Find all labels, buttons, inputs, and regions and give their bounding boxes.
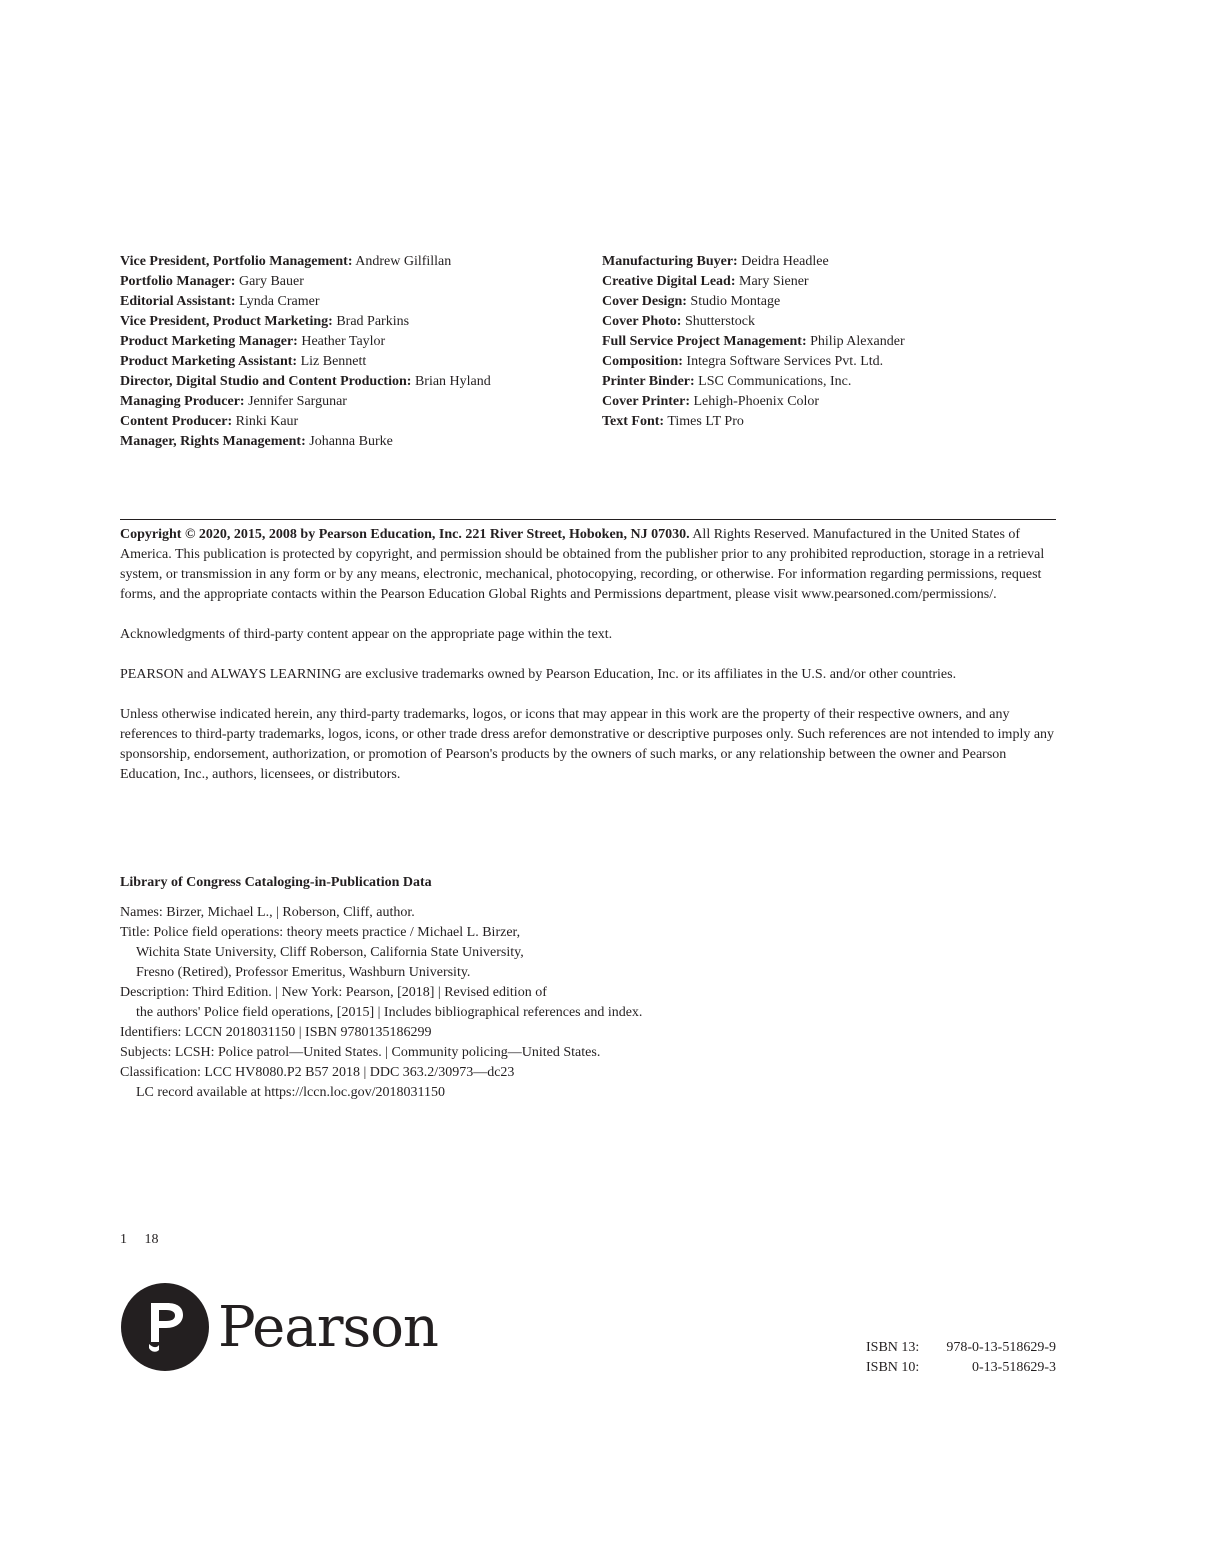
credit-line <box>120 392 491 412</box>
credit-role: Full Service Project Management: <box>602 334 807 349</box>
credit-line <box>120 412 491 432</box>
credit-name: Andrew Gilfillan <box>355 254 452 269</box>
credit-name: Johanna Burke <box>309 434 393 449</box>
credit-name: Deidra Headlee <box>741 254 829 269</box>
isbn-block <box>866 1338 1056 1378</box>
credit-name: Rinki Kaur <box>235 414 299 429</box>
cip-line: Fresno (Retired), Professor Emeritus, Washburn University. <box>136 965 471 980</box>
credit-role: Director, Digital Studio and Content Production: <box>120 374 412 389</box>
credit-name: Philip Alexander <box>810 334 905 349</box>
credit-line <box>120 352 491 372</box>
credit-role: Printer Binder: <box>602 374 695 389</box>
credit-role: Product Marketing Manager: <box>120 334 298 349</box>
credit-role: Content Producer: <box>120 414 233 429</box>
isbn-label: ISBN 13: <box>866 1340 920 1355</box>
credits-left-column <box>120 252 491 452</box>
credits-right-column <box>602 252 905 432</box>
credit-role: Vice President, Product Marketing: <box>120 314 333 329</box>
credit-name: Mary Siener <box>739 274 809 289</box>
credit-name: Integra Software Services Pvt. Ltd. <box>686 354 884 369</box>
credit-role: Editorial Assistant: <box>120 294 236 309</box>
credit-line <box>120 312 491 332</box>
credit-role: Text Font: <box>602 414 665 429</box>
section-divider <box>120 519 1056 520</box>
credit-line <box>120 432 491 452</box>
copyright-paragraph <box>120 525 1056 605</box>
credit-name: Times LT Pro <box>667 414 744 429</box>
credit-line <box>602 252 905 272</box>
cip-line: Description: Third Edition. | New York: Pearson, [2018] | Revised edition of <box>120 985 547 1000</box>
cip-line: Subjects: LCSH: Police patrol—United States. | Community policing—United States. <box>120 1045 601 1060</box>
credit-line <box>120 292 491 312</box>
credit-role: Cover Printer: <box>602 394 690 409</box>
credit-line <box>602 332 905 352</box>
credit-name: Brian Hyland <box>414 374 491 389</box>
credit-name: Brad Parkins <box>336 314 410 329</box>
copyright-body: All Rights Reserved. Manufactured in the United States of America. This publication is protected by copyright, and permission should be obtained from the publisher prior to any prohibited reproduction, storage in a retrieval system, or transmission in any form or by any means, electronic, mechanical, photocopying, recording, or otherwise. For information regarding permissions, request forms, and the appropriate contacts within the Pearson Education Global Rights and Permissions department, please visit www.pearsoned.com/permissions/. <box>120 527 1045 602</box>
cip-lines <box>120 903 642 1103</box>
credit-name: Jennifer Sargunar <box>248 394 347 409</box>
credit-role: Vice President, Portfolio Management: <box>120 254 353 269</box>
credit-line <box>602 272 905 292</box>
credit-role: Product Marketing Assistant: <box>120 354 298 369</box>
acknowledgments-paragraph: Acknowledgments of third-party content appear on the appropriate page within the text. <box>120 627 613 642</box>
credit-role: Composition: <box>602 354 683 369</box>
credit-name: Liz Bennett <box>300 354 367 369</box>
cip-line: Names: Birzer, Michael L., | Roberson, Cliff, author. <box>120 905 415 920</box>
isbn-10-row <box>866 1358 1056 1378</box>
cip-line: Wichita State University, Cliff Roberson, California State University, <box>136 945 524 960</box>
credit-line <box>120 372 491 392</box>
credit-role: Creative Digital Lead: <box>602 274 736 289</box>
cip-line: Identifiers: LCCN 2018031150 | ISBN 9780135186299 <box>120 1025 432 1040</box>
third-party-paragraph: Unless otherwise indicated herein, any third-party trademarks, logos, or icons that may appear in this work are the property of their respective owners, and any references to third-party trademarks, logos, icons, or other trade dress arefor demonstrative or descriptive purposes only. Such references are not intended to imply any sponsorship, endorsement, authorization, or promotion of Pearson's products by the owners of such marks, or any relationship between the owner and Pearson Education, Inc., authors, licensees, or distributors. <box>120 707 1055 782</box>
cip-line: LC record available at https://lccn.loc.gov/2018031150 <box>136 1085 445 1100</box>
credit-line <box>120 332 491 352</box>
isbn-13-row <box>866 1338 1056 1358</box>
trademarks-paragraph: PEARSON and ALWAYS LEARNING are exclusive trademarks owned by Pearson Education, Inc. or its affiliates in the U.S. and/or other countries. <box>120 667 957 682</box>
credit-role: Managing Producer: <box>120 394 245 409</box>
credit-name: LSC Communications, Inc. <box>698 374 852 389</box>
isbn-value: 0-13-518629-3 <box>972 1360 1056 1375</box>
credit-name: Lynda Cramer <box>239 294 320 309</box>
cip-line: Title: Police field operations: theory meets practice / Michael L. Birzer, <box>120 925 521 940</box>
credit-role: Manager, Rights Management: <box>120 434 306 449</box>
credit-name: Lehigh-Phoenix Color <box>693 394 820 409</box>
cip-line: the authors' Police field operations, [2015] | Includes bibliographical references and index. <box>136 1005 643 1020</box>
cip-line: Classification: LCC HV8080.P2 B57 2018 | DDC 363.2/30973—dc23 <box>120 1065 515 1080</box>
credit-line <box>602 292 905 312</box>
credit-line <box>602 312 905 332</box>
pearson-logo-mark-icon <box>120 1282 210 1372</box>
pearson-logo <box>120 1280 438 1374</box>
credit-role: Cover Design: <box>602 294 687 309</box>
credit-name: Studio Montage <box>690 294 781 309</box>
credit-line <box>602 392 905 412</box>
credit-line <box>602 372 905 392</box>
credit-name: Gary Bauer <box>238 274 304 289</box>
credit-line <box>602 352 905 372</box>
credit-role: Cover Photo: <box>602 314 682 329</box>
cip-block <box>120 873 642 1103</box>
pearson-wordmark: Pearson <box>218 1294 438 1360</box>
cip-heading: Library of Congress Cataloging-in-Publication Data <box>120 875 432 890</box>
credit-line <box>602 412 905 432</box>
credit-name: Shutterstock <box>684 314 755 329</box>
printing-line: 1 18 <box>120 1232 159 1247</box>
copyright-statement: Copyright © 2020, 2015, 2008 by Pearson Education, Inc. 221 River Street, Hoboken, NJ 07030. <box>120 527 690 542</box>
legal-notices <box>120 525 1056 805</box>
credit-line <box>120 272 491 292</box>
isbn-value: 978-0-13-518629-9 <box>946 1340 1056 1355</box>
isbn-label: ISBN 10: <box>866 1360 920 1375</box>
credit-role: Manufacturing Buyer: <box>602 254 738 269</box>
credit-role: Portfolio Manager: <box>120 274 236 289</box>
credit-line <box>120 252 491 272</box>
credit-name: Heather Taylor <box>301 334 386 349</box>
